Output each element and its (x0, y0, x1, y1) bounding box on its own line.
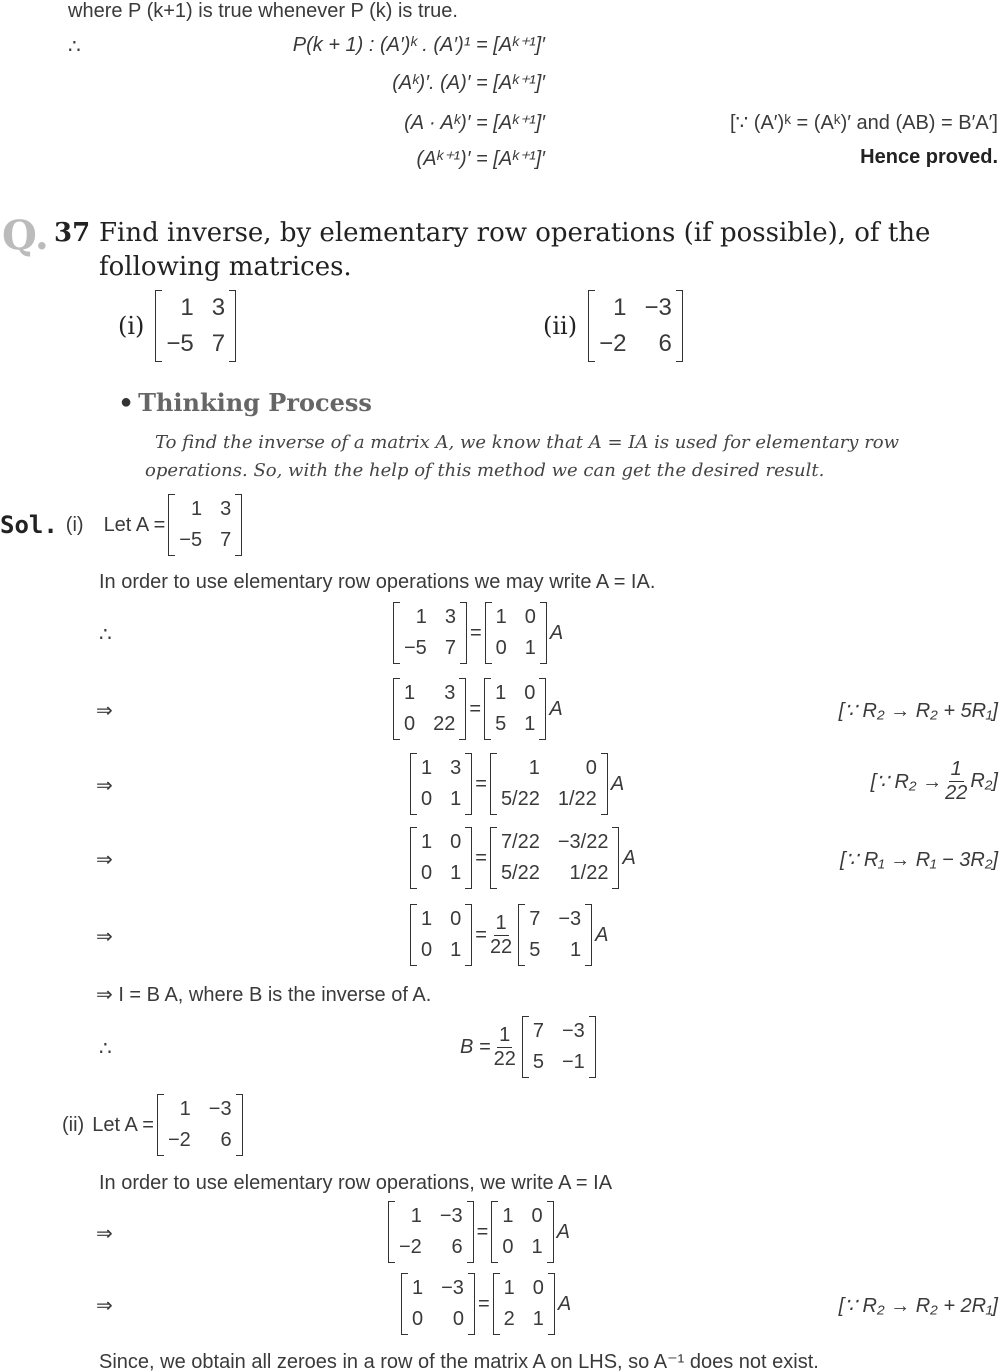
matrix-cell: −3 (439, 1205, 463, 1227)
left-bracket (410, 753, 417, 815)
matrix-var: A (549, 621, 564, 644)
matrix-cell: 0 (502, 1236, 514, 1258)
right-bracket (235, 494, 242, 556)
step5-rhs (518, 904, 592, 966)
matrix-b (522, 1016, 596, 1078)
matrix-cell: 1 (415, 606, 427, 628)
frac-den: 22 (489, 935, 513, 958)
therefore-symbol: ∴ (68, 36, 81, 58)
left-bracket (410, 904, 417, 966)
right-bracket (465, 753, 472, 815)
step4-rhs (490, 827, 620, 889)
left-bracket (393, 678, 400, 740)
equals: = (469, 621, 482, 644)
matrix-cell: 1 (421, 908, 433, 930)
matrix-cell: 1 (531, 1236, 543, 1258)
right-bracket (465, 827, 472, 889)
matrix-cell: 1 (450, 862, 462, 884)
matrix-cell: 7 (529, 908, 541, 930)
matrix-cell: 0 (495, 637, 507, 659)
matrix-cell: 5/22 (500, 788, 540, 810)
step4-lhs (410, 827, 472, 889)
left-bracket (493, 1273, 500, 1335)
let-a-label: Let A = (103, 513, 166, 536)
right-bracket (467, 1201, 474, 1263)
matrix-cell: 5 (532, 1051, 544, 1073)
matrix-cell: 0 (412, 1308, 424, 1330)
part-ii-label: (ii) (62, 1113, 85, 1136)
implies-symbol: ⇒ (96, 775, 113, 797)
right-bracket (589, 1016, 596, 1078)
left-bracket (401, 1273, 408, 1335)
step3-reason-a: [∵ R₂ → (870, 771, 943, 793)
matrix-var: A (622, 846, 636, 869)
matrix-cell: −5 (179, 529, 203, 551)
implies-symbol: ⇒ (96, 1295, 113, 1317)
matrix-cell: 7/22 (500, 831, 540, 853)
hence-proved: Hence proved. (860, 146, 998, 168)
equals: = (475, 923, 487, 946)
step5-lhs (410, 904, 472, 966)
step1-rhs (485, 602, 547, 664)
matrix-cell: 0 (450, 831, 462, 853)
matrix-cell: 1 (532, 1308, 544, 1330)
matrix-cell: 1 (410, 1205, 422, 1227)
let-a-label: Let A = (92, 1113, 154, 1136)
left-bracket (490, 827, 497, 889)
matrix-cell: 1/22 (569, 862, 609, 884)
proof-eq-3: (A · Aᵏ)′ = [Aᵏ⁺¹]′ (404, 112, 545, 134)
step2-lhs (393, 678, 466, 740)
step6-rhs (491, 1201, 553, 1263)
step1-lhs (393, 602, 467, 664)
matrix-var: A (610, 772, 625, 795)
matrix-cell: 0 (532, 1277, 544, 1299)
left-bracket (157, 1094, 164, 1156)
matrix-cell: 0 (585, 757, 597, 779)
thinking-process-title: Thinking Process (138, 388, 372, 417)
matrix-cell: 1 (524, 713, 536, 735)
matrix-cell: 1 (570, 939, 582, 961)
matrix-cell: −3 (558, 908, 582, 930)
left-bracket (155, 290, 162, 362)
matrix-cell: 1 (190, 498, 203, 520)
question-text-2: following matrices. (99, 252, 352, 282)
left-bracket (491, 1201, 498, 1263)
final-statement: Since, we obtain all zeroes in a row of the matrix A on LHS, so A⁻¹ does not exist. (99, 1351, 819, 1372)
matrix-var: A (549, 697, 563, 720)
step3-rhs (490, 753, 608, 815)
matrix-cell: 3 (444, 606, 456, 628)
matrix-var: A (556, 1220, 570, 1243)
frac-den: 22 (493, 1047, 516, 1070)
matrix-cell: 6 (658, 330, 672, 357)
matrix-cell: 0 (421, 939, 433, 961)
matrix-cell: 0 (452, 1308, 464, 1330)
matrix-cell: 22 (433, 713, 456, 735)
matrix-cell: 5/22 (500, 862, 540, 884)
step4-reason: [∵ R₁ → R₁ − 3R₂] (840, 849, 998, 871)
right-bracket (465, 904, 472, 966)
implies-symbol: ⇒ (96, 849, 113, 871)
therefore-symbol: ∴ (99, 624, 112, 646)
matrix-cell: 3 (220, 498, 232, 520)
matrix-cell: 1 (450, 939, 462, 961)
matrix-cell: 3 (450, 757, 462, 779)
equals: = (469, 697, 482, 720)
right-bracket (460, 602, 467, 664)
right-bracket (547, 1201, 554, 1263)
proof-eq-1: P(k + 1) : (A′)ᵏ . (A′)¹ = [Aᵏ⁺¹]′ (292, 34, 545, 56)
matrix-cell: 0 (524, 682, 536, 704)
matrix-cell: −1 (561, 1051, 585, 1073)
left-bracket (490, 753, 497, 815)
thinking-line-2: operations. So, with the help of this method we can get the desired result. (145, 460, 825, 481)
matrix-cell: 0 (531, 1205, 543, 1227)
b-label: B = (460, 1035, 491, 1058)
matrix-cell: −2 (599, 330, 627, 357)
matrix-a2 (157, 1094, 243, 1156)
therefore-symbol: ∴ (99, 1038, 112, 1060)
matrix-var: A (595, 923, 609, 946)
matrix-cell: 6 (451, 1236, 463, 1258)
question-number: 37 (54, 218, 91, 248)
intro-line: where P (k+1) is true whenever P (k) is true. (68, 0, 458, 22)
step2-reason: [∵ R₂ → R₂ + 5R₁] (838, 700, 998, 722)
right-bracket (540, 602, 547, 664)
matrix-i (155, 290, 236, 362)
matrix-cell: −3 (561, 1020, 585, 1042)
proof-reason: [∵ (A′)ᵏ = (Aᵏ)′ and (AB) = B′A′] (729, 112, 998, 134)
left-bracket (485, 602, 492, 664)
solution-intro: In order to use elementary row operations we may write A = IA. (99, 571, 656, 593)
matrix-cell: −2 (167, 1129, 191, 1151)
matrix-cell: −3 (644, 294, 672, 321)
matrix-cell: 2 (503, 1308, 515, 1330)
matrix-a (168, 494, 242, 556)
step2-rhs (484, 678, 546, 740)
matrix-cell: 1 (503, 1277, 515, 1299)
solution-intro-2: In order to use elementary row operations, we write A = IA (99, 1172, 613, 1194)
step3-reason-b: R₂] (970, 770, 998, 792)
right-bracket (229, 290, 236, 362)
right-bracket (236, 1094, 243, 1156)
matrix-ii (588, 290, 683, 362)
matrix-cell: 0 (421, 862, 433, 884)
right-bracket (676, 290, 683, 362)
matrix-cell: 1 (495, 606, 507, 628)
matrix-cell: −2 (399, 1236, 422, 1258)
implies-symbol: ⇒ (96, 926, 113, 948)
implies-symbol: ⇒ (96, 700, 113, 722)
step6-lhs (388, 1201, 474, 1263)
matrix-cell: 0 (524, 606, 536, 628)
question-mark-label: Q. (2, 212, 49, 259)
matrix-var: A (557, 1292, 572, 1315)
right-bracket (468, 1273, 475, 1335)
matrix-cell: 1 (495, 682, 507, 704)
left-bracket (168, 494, 175, 556)
matrix-cell: 5 (495, 713, 507, 735)
matrix-cell: −5 (404, 637, 427, 659)
right-bracket (601, 753, 608, 815)
matrix-cell: 1 (179, 1098, 191, 1120)
matrix-cell: 1 (524, 637, 536, 659)
matrix-cell: 0 (450, 908, 462, 930)
step7-lhs (401, 1273, 475, 1335)
right-bracket (548, 1273, 555, 1335)
implies-symbol: ⇒ (96, 1223, 113, 1245)
label-i: (i) (118, 312, 145, 340)
left-bracket (518, 904, 525, 966)
step7-rhs (493, 1273, 555, 1335)
matrix-cell: 1 (450, 788, 462, 810)
matrix-cell: −3 (208, 1098, 232, 1120)
right-bracket (459, 678, 466, 740)
sol-label: Sol. (0, 511, 58, 539)
matrix-cell: 1 (412, 1277, 424, 1299)
left-bracket (410, 827, 417, 889)
left-bracket (522, 1016, 529, 1078)
equals: = (477, 1292, 490, 1315)
frac-num: 1 (499, 1023, 511, 1046)
frac-num: 1 (495, 911, 507, 934)
matrix-cell: −3 (441, 1277, 464, 1299)
equals: = (475, 772, 487, 795)
part-i-label: (i) (65, 513, 84, 536)
matrix-cell: 7 (211, 330, 226, 357)
equals: = (475, 846, 487, 869)
right-bracket (539, 678, 546, 740)
left-bracket (388, 1201, 395, 1263)
matrix-cell: 5 (529, 939, 541, 961)
conclusion: ⇒ I = B A, where B is the inverse of A. (96, 984, 432, 1006)
step3-lhs (410, 753, 472, 815)
matrix-cell: 1 (404, 682, 416, 704)
matrix-cell: 1 (528, 757, 540, 779)
matrix-cell: 1 (180, 294, 194, 321)
matrix-cell: 0 (404, 713, 416, 735)
matrix-cell: −3/22 (557, 831, 609, 853)
proof-eq-4: (Aᵏ⁺¹)′ = [Aᵏ⁺¹]′ (416, 148, 545, 170)
matrix-cell: 0 (421, 788, 433, 810)
matrix-cell: 1 (502, 1205, 514, 1227)
matrix-cell: 7 (532, 1020, 544, 1042)
matrix-cell: 1 (421, 757, 433, 779)
matrix-cell: 1 (421, 831, 433, 853)
bulb-icon: ● (120, 391, 133, 413)
label-ii: (ii) (543, 312, 578, 340)
thinking-line-1: To find the inverse of a matrix A, we know that A = IA is used for elementary row (155, 432, 900, 453)
frac-den: 22 (945, 782, 968, 804)
matrix-cell: 6 (220, 1129, 232, 1151)
frac-num: 1 (950, 758, 962, 780)
matrix-cell: 3 (211, 294, 226, 321)
matrix-cell: 3 (444, 682, 456, 704)
equals: = (476, 1220, 489, 1243)
matrix-cell: 7 (444, 637, 456, 659)
matrix-cell: 7 (220, 529, 232, 551)
question-text-1: Find inverse, by elementary row operations (if possible), of the (99, 218, 931, 248)
left-bracket (484, 678, 491, 740)
matrix-cell: 1 (613, 294, 627, 321)
right-bracket (612, 827, 619, 889)
matrix-cell: 1/22 (557, 788, 597, 810)
right-bracket (585, 904, 592, 966)
proof-eq-2: (Aᵏ)′. (A)′ = [Aᵏ⁺¹]′ (392, 72, 545, 94)
left-bracket (393, 602, 400, 664)
matrix-cell: −5 (166, 330, 194, 357)
step7-reason: [∵ R₂ → R₂ + 2R₁] (838, 1295, 998, 1317)
left-bracket (588, 290, 595, 362)
